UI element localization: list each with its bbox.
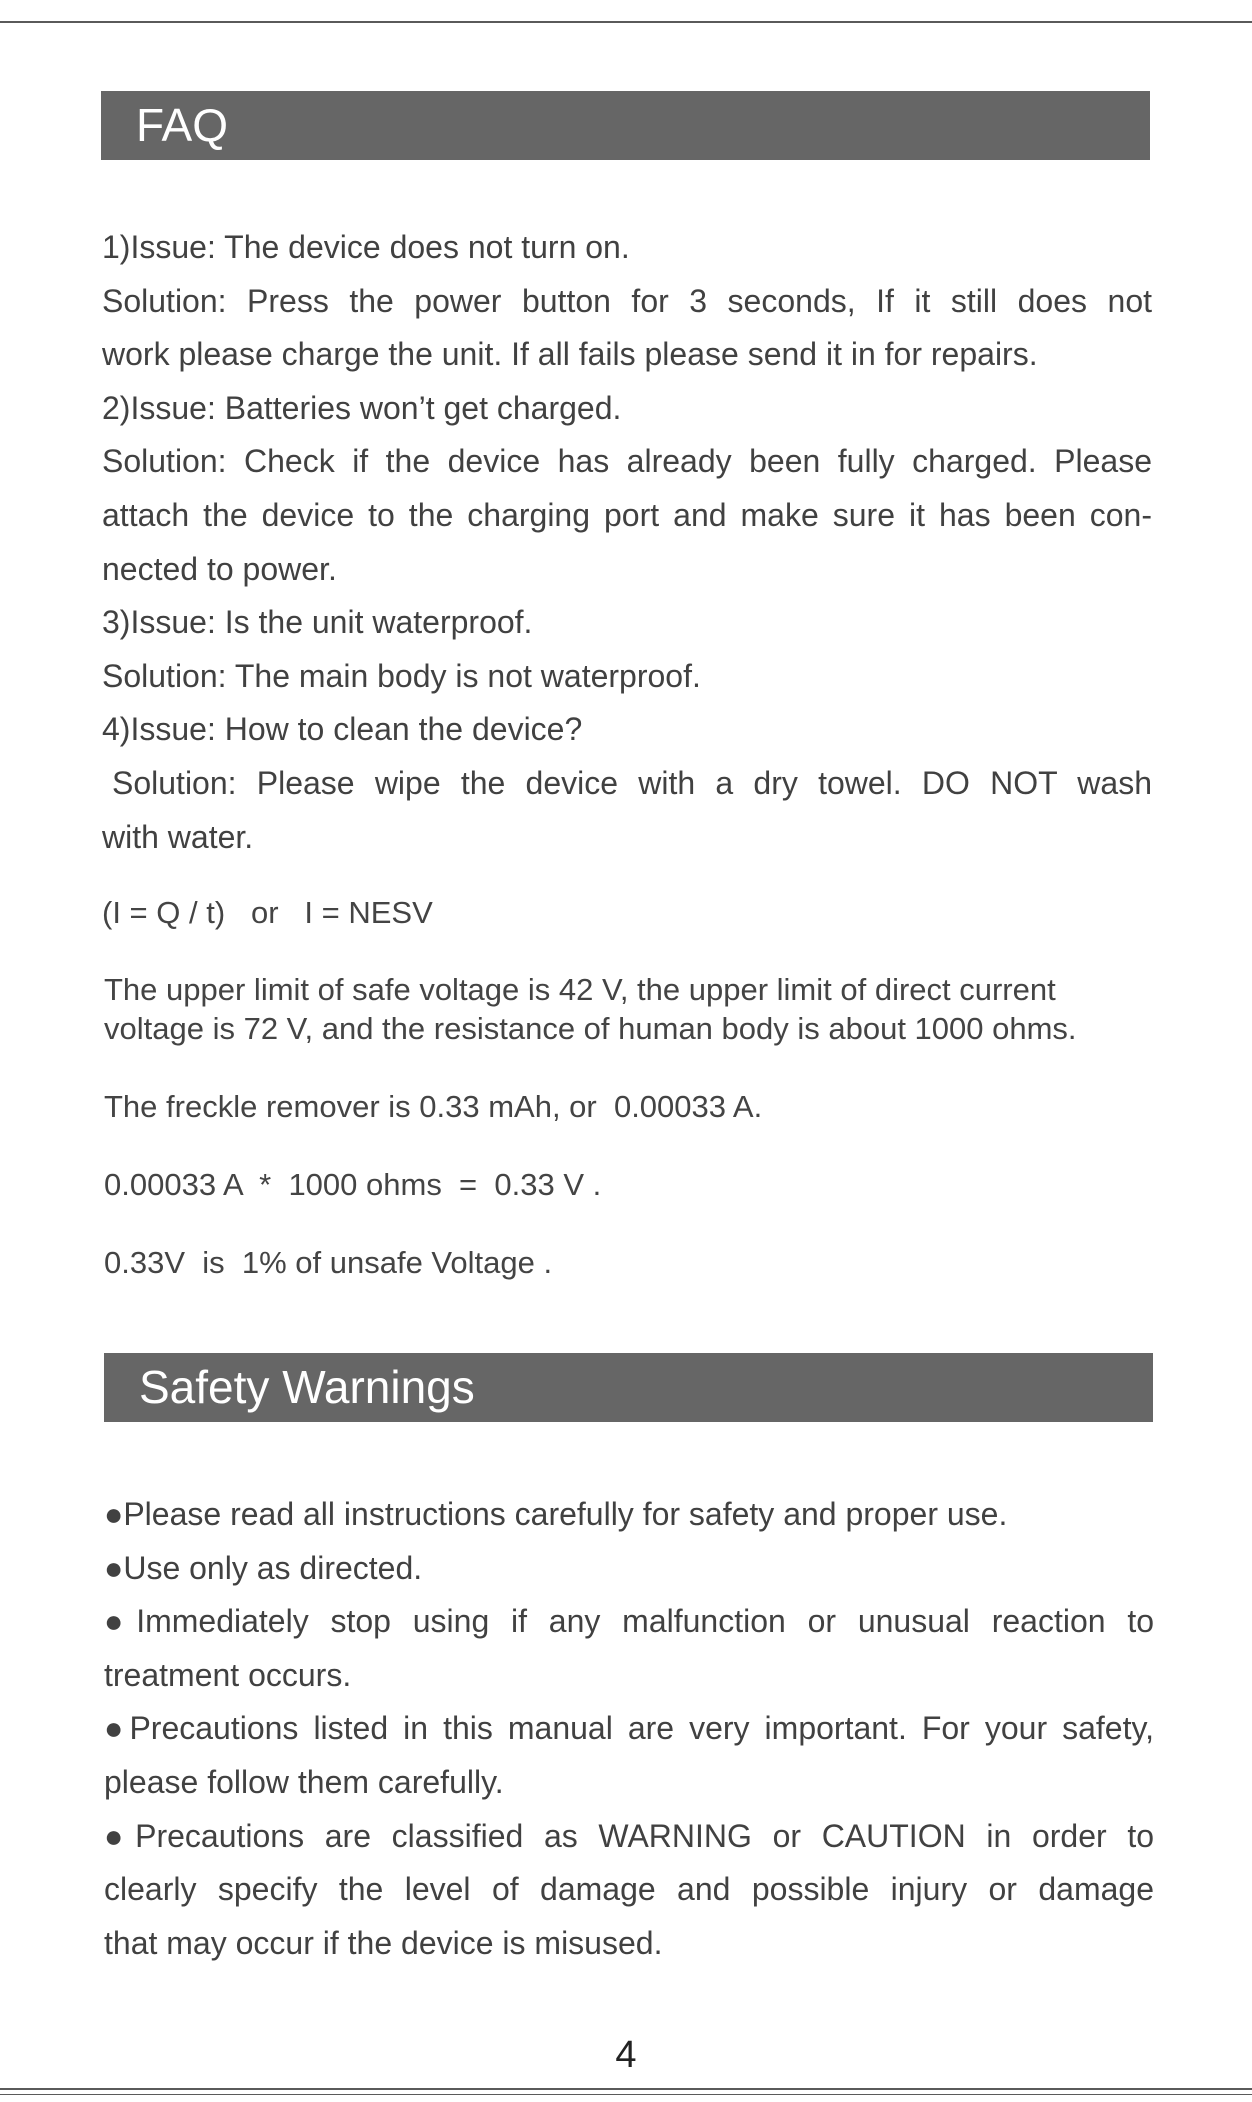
- faq-heading: FAQ: [101, 91, 1150, 160]
- warning-classification-line-1: ●Precautions are classified as WARNING or CAUTION in order to: [104, 1817, 1154, 1854]
- page-number: 4: [615, 2034, 637, 2076]
- warning-read-instructions: ●Please read all instructions carefully for safety and proper use.: [104, 1496, 1008, 1532]
- warning-stop-using-line-2: treatment occurs.: [104, 1656, 352, 1693]
- faq-solution-3: Solution: The main body is not waterproof.: [102, 657, 701, 694]
- faq-solution-1-line-1: Solution: Press the power button for 3 seconds, If it still does not: [102, 282, 1152, 319]
- bottom-rule: [0, 2088, 1252, 2090]
- faq-issue-2: 2)Issue: Batteries won’t get charged.: [102, 389, 622, 426]
- safety-warnings-heading: Safety Warnings: [104, 1353, 1153, 1422]
- faq-issue-1: 1)Issue: The device does not turn on.: [102, 229, 630, 265]
- warning-use-as-directed: ●Use only as directed.: [104, 1549, 423, 1586]
- bottom-rule-thin: [0, 2094, 1252, 2095]
- faq-solution-1-line-2: work please charge the unit. If all fails please send it in for repairs.: [102, 336, 1038, 373]
- warning-stop-using-line-1: ●Immediately stop using if any malfunction or unusual reaction to: [104, 1603, 1154, 1640]
- warning-precautions-line-2: please follow them carefully.: [104, 1763, 504, 1800]
- warning-classification-line-3: that may occur if the device is misused.: [104, 1924, 663, 1961]
- safety-warnings-text: [104, 1488, 1154, 1970]
- current-formula: (I = Q / t) or I = NESV: [102, 895, 433, 930]
- warning-classification-line-2: clearly specify the level of damage and possible injury or damage: [104, 1871, 1154, 1908]
- warning-precautions-line-1: ●Precautions listed in this manual are very important. For your safety,: [104, 1710, 1154, 1747]
- faq-text: [102, 221, 1152, 864]
- faq-solution-4-line-1: Solution: Please wipe the device with a dry towel. DO NOT wash: [112, 764, 1152, 801]
- voltage-limit-line-1: The upper limit of safe voltage is 42 V, the upper limit of direct current: [104, 972, 1056, 1007]
- faq-solution-2-line-3: nected to power.: [102, 550, 337, 587]
- unsafe-voltage-percent: 0.33V is 1% of unsafe Voltage .: [104, 1245, 553, 1280]
- freckle-remover-current: The freckle remover is 0.33 mAh, or 0.00033 A.: [104, 1089, 763, 1124]
- voltage-calculation: 0.00033 A * 1000 ohms = 0.33 V .: [104, 1167, 602, 1202]
- faq-solution-2-line-2: attach the device to the charging port and make sure it has been con-: [102, 496, 1152, 533]
- faq-solution-4-line-2: with water.: [102, 818, 254, 855]
- faq-issue-3: 3)Issue: Is the unit waterproof.: [102, 604, 533, 641]
- faq-solution-2-line-1: Solution: Check if the device has already been fully charged. Please: [102, 443, 1152, 480]
- faq-issue-4: 4)Issue: How to clean the device?: [102, 711, 583, 748]
- voltage-limit-line-2: voltage is 72 V, and the resistance of human body is about 1000 ohms.: [104, 1011, 1077, 1046]
- top-rule: [0, 21, 1252, 23]
